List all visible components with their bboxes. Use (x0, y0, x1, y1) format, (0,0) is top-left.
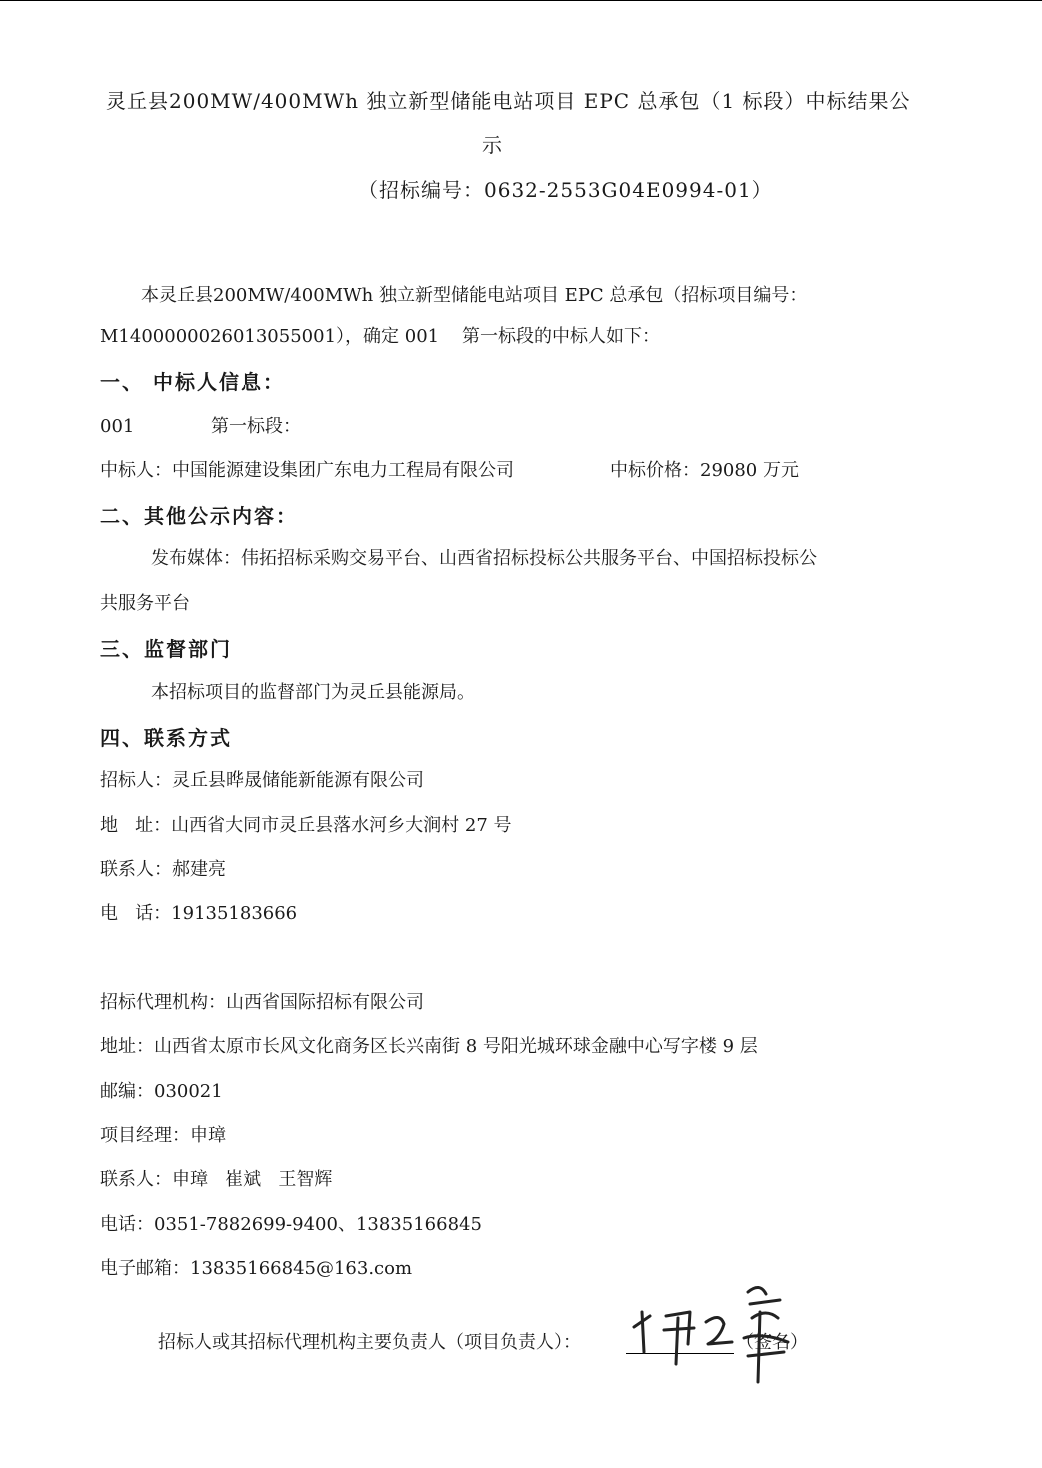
postcode: 邮编：030021 (100, 1081, 223, 1102)
section4-heading: 四、联系方式 (100, 726, 232, 750)
tenderer-phone: 电 话：19135183666 (100, 903, 298, 924)
section1-heading: 一、 中标人信息： (100, 370, 285, 394)
lot-name: 第一标段： (211, 416, 301, 437)
signature-label: 招标人或其招标代理机构主要负责人（项目负责人）： (158, 1332, 581, 1353)
lot-number: 001 (100, 416, 135, 437)
handwritten-signature (620, 1272, 810, 1392)
agency-contacts: 联系人：申璋 崔斌 王智辉 (100, 1169, 333, 1190)
signature-suffix: （签名） (736, 1332, 808, 1353)
top-border (0, 0, 1042, 1)
email: 电子邮箱：13835166845@163.com (100, 1258, 413, 1279)
tender-code: （招标编号：0632-2553G04E0994-01） (358, 178, 773, 202)
doc-title-line1: 灵丘县200MW/400MWh 独立新型储能电站项目 EPC 总承包（1 标段）中标结果公 (106, 89, 911, 113)
project-manager: 项目经理：申璋 (100, 1125, 226, 1146)
tenderer-contact: 联系人：郝建亮 (100, 859, 226, 880)
winner: 中标人：中国能源建设集团广东电力工程局有限公司 (100, 460, 514, 481)
intro-line1: 本灵丘县200MW/400MWh 独立新型储能电站项目 EPC 总承包（招标项目编号： (141, 285, 808, 306)
agency: 招标代理机构：山西省国际招标有限公司 (100, 992, 424, 1013)
tenderer: 招标人：灵丘县晔晟储能新能源有限公司 (100, 770, 424, 791)
winning-price: 中标价格：29080 万元 (610, 460, 799, 481)
tenderer-address: 地 址：山西省大同市灵丘县落水河乡大涧村 27 号 (100, 815, 512, 836)
intro-line2: M1400000026013055001），确定 001 第一标段的中标人如下： (100, 326, 660, 347)
media-line2: 共服务平台 (100, 593, 190, 614)
media-line1: 发布媒体：伟拓招标采购交易平台、山西省招标投标公共服务平台、中国招标投标公 (151, 548, 817, 569)
supervision-text: 本招标项目的监督部门为灵丘县能源局。 (151, 682, 475, 703)
section2-heading: 二、其他公示内容： (100, 504, 298, 528)
agency-address: 地址：山西省太原市长风文化商务区长兴南街 8 号阳光城环球金融中心写字楼 9 层 (100, 1036, 758, 1057)
agency-phone: 电话：0351-7882699-9400、13835166845 (100, 1214, 482, 1235)
doc-title-line2: 示 (482, 133, 503, 157)
section3-heading: 三、监督部门 (100, 637, 232, 661)
